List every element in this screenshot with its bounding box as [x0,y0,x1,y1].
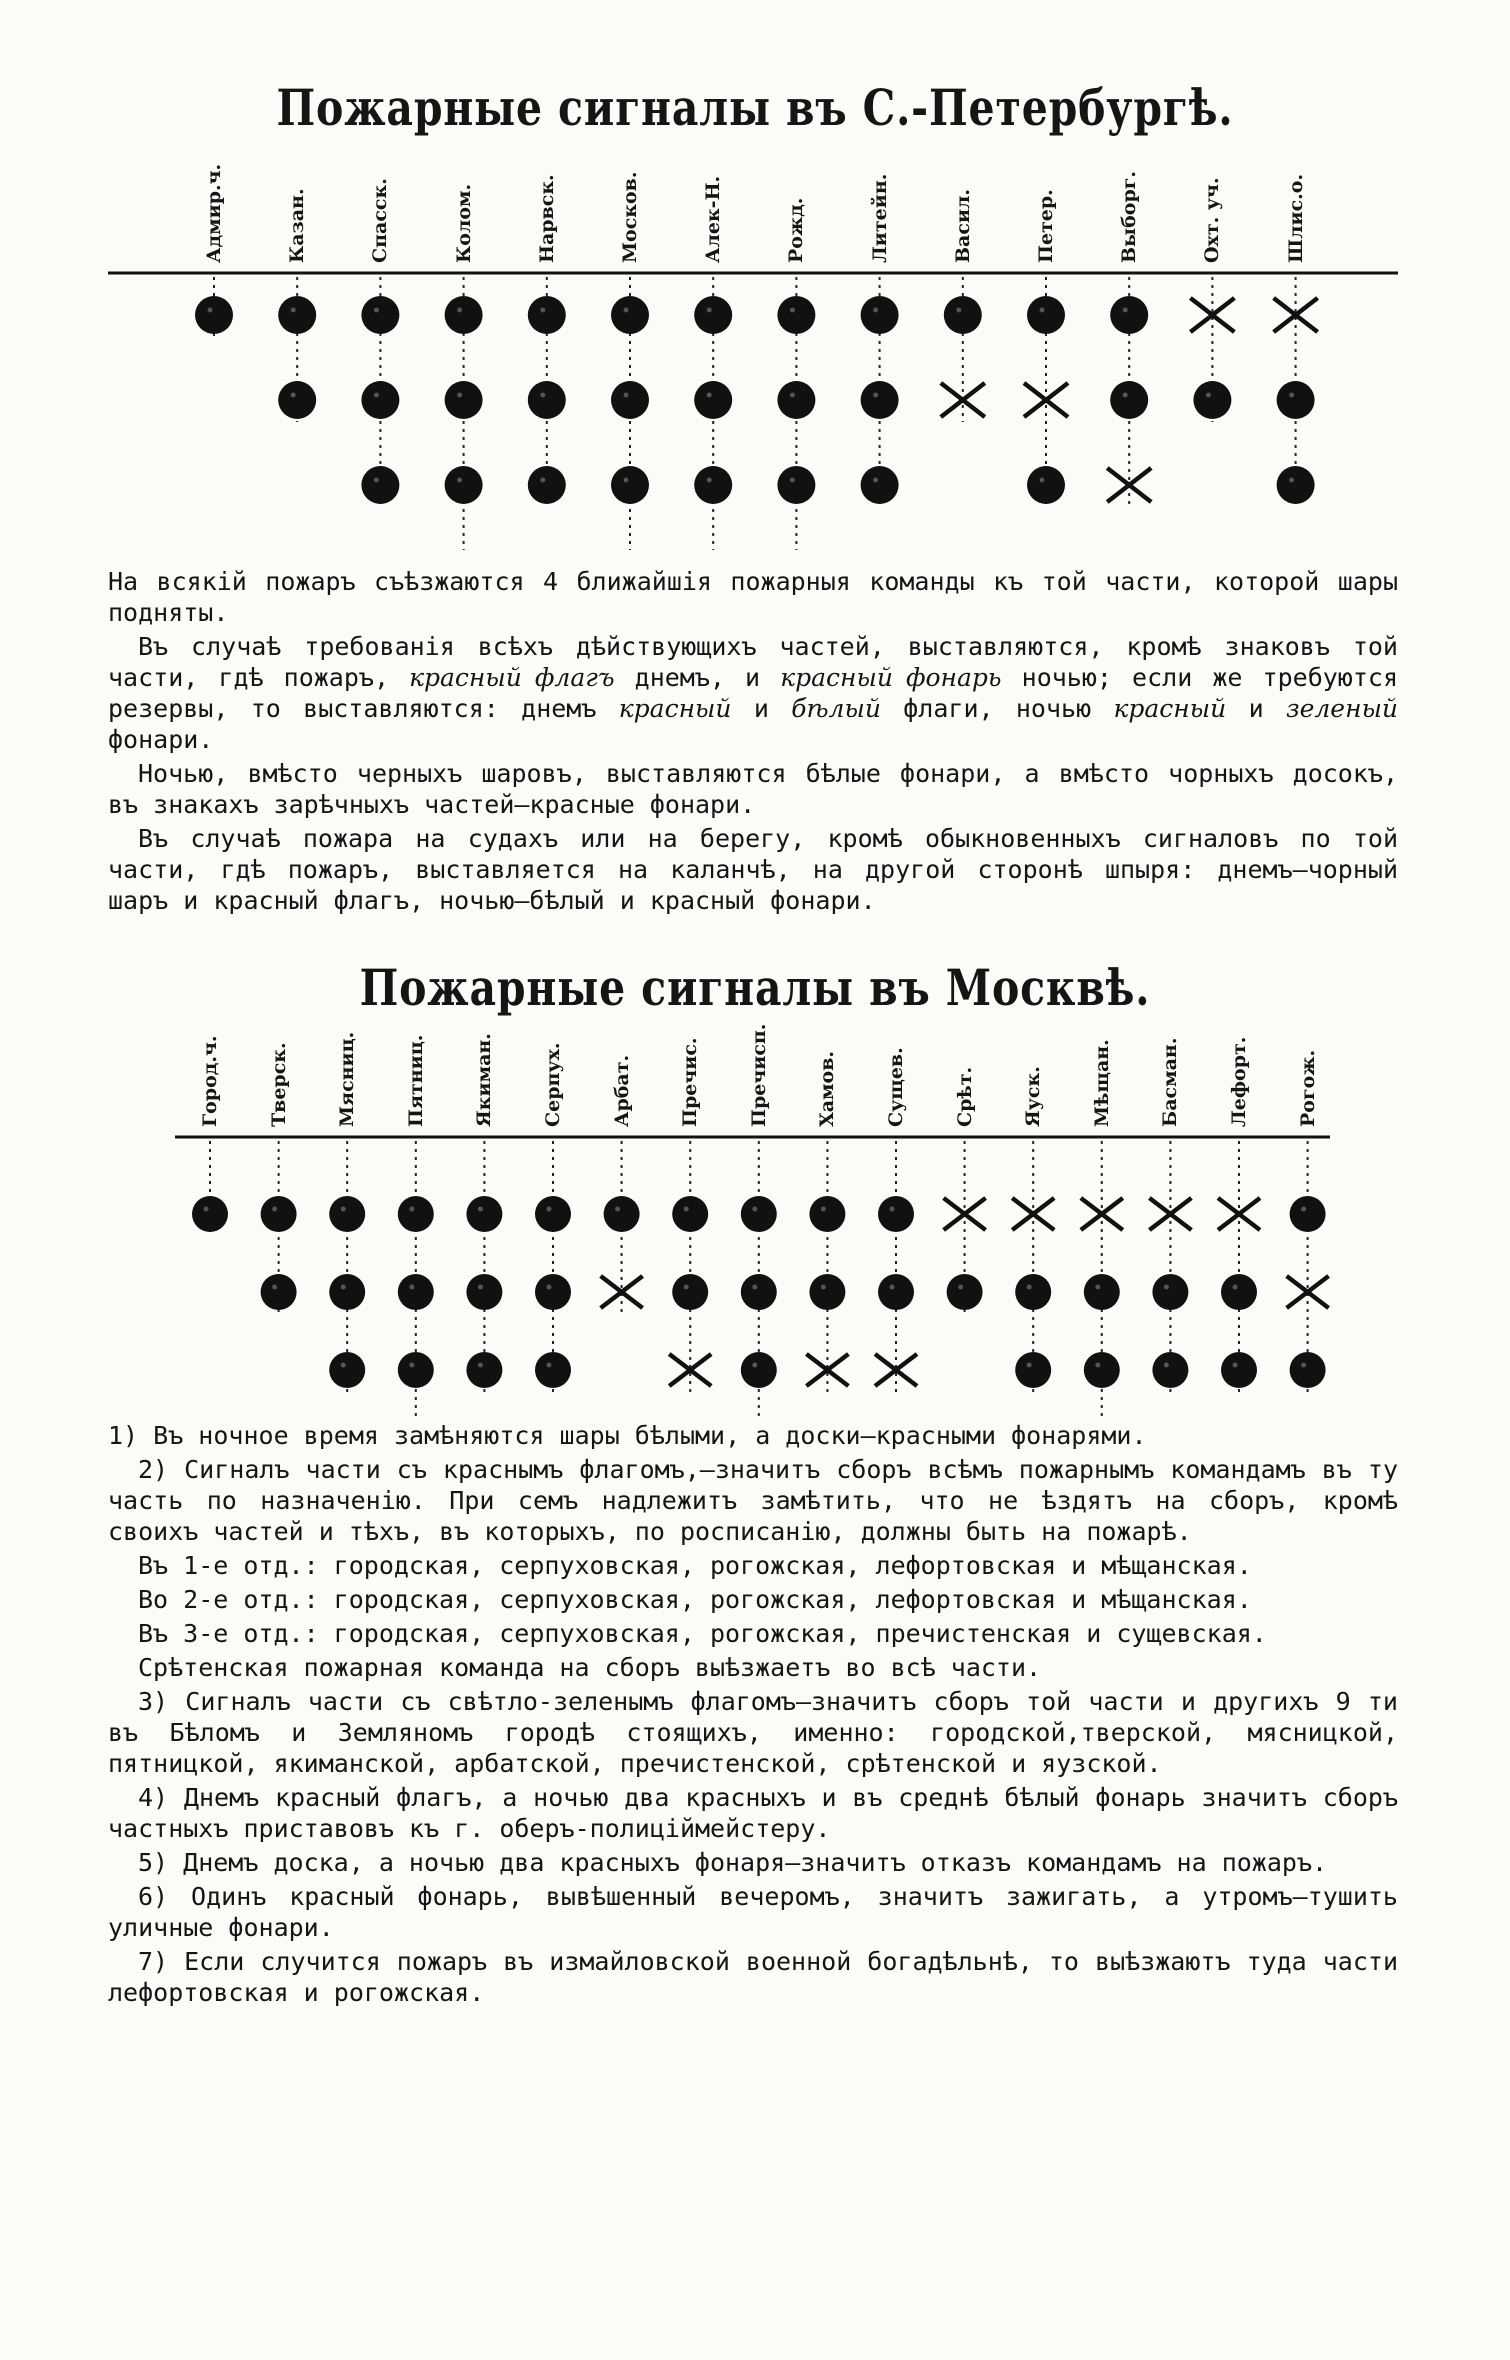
spb-signal-ball [361,296,399,334]
spb-signal-board [1024,383,1068,417]
msk-ball-highlight [478,1285,483,1290]
msk-signal-ball [1084,1352,1120,1388]
spb-signal-ball [777,466,815,504]
spb-text-run: и [1226,694,1286,723]
msk-ball-highlight [478,1363,483,1368]
msk-ball-highlight [1301,1207,1306,1212]
spb-column-label: Васил. [951,188,974,263]
msk-signal-ball [261,1196,297,1232]
msk-column-label: Пречисп. [747,1023,770,1127]
spb-column-label: Спасск. [369,178,392,263]
spb-ball-highlight [1289,393,1294,398]
msk-signal-ball [466,1274,502,1310]
spb-signal-board [1107,468,1151,502]
spb-column-label: Казан. [286,188,309,263]
msk-column-label: Лефорт. [1228,1036,1250,1127]
msk-signal-diagram [0,1023,1510,1420]
msk-ball-highlight [821,1285,826,1290]
msk-ball-highlight [204,1207,209,1212]
msk-paragraph [108,1454,1398,1547]
msk-ball-highlight [958,1285,963,1290]
spb-ball-highlight [873,393,878,398]
msk-signal-ball [1015,1352,1051,1388]
spb-signal-ball [694,296,732,334]
spb-ball-highlight [873,478,878,483]
msk-column-label: Якиман. [473,1033,496,1127]
msk-signal-ball [1015,1274,1051,1310]
spb-ball-highlight [1040,478,1045,483]
msk-signal-ball [809,1196,845,1232]
msk-ball-highlight [1233,1363,1238,1368]
msk-column-label: Сущев. [885,1047,907,1127]
spb-signal-ball [528,466,566,504]
spb-board-center [1126,482,1132,488]
spb-signal-ball [611,381,649,419]
msk-column-label: Тверск. [267,1042,290,1127]
msk-ball-highlight [409,1363,414,1368]
msk-ball-highlight [615,1207,620,1212]
spb-column-label: Москов. [619,171,641,263]
msk-signal-board [1218,1198,1260,1230]
spb-signal-ball [861,466,899,504]
spb-ball-highlight [457,393,462,398]
spb-signal-ball [361,381,399,419]
spb-notes [108,566,1398,919]
msk-signal-ball [947,1274,983,1310]
spb-text-run: бѣлый [791,694,881,723]
msk-signal-ball [604,1196,640,1232]
msk-ball-highlight [409,1285,414,1290]
spb-paragraph [108,758,1398,820]
spb-signal-diagram [0,150,1510,550]
spb-ball-highlight [790,308,795,313]
spb-ball-highlight [790,393,795,398]
msk-column-label: Хамов. [816,1050,839,1127]
msk-ball-highlight [1027,1285,1032,1290]
msk-board-center [824,1367,830,1373]
spb-text-run: На всякій пожаръ съѣзжаются 4 ближайшія пожарныя команды къ той части, которой шары подняты. [108,567,1398,627]
spb-diagram-svg [0,150,1510,550]
msk-signal-ball [809,1274,845,1310]
msk-signal-board [944,1198,986,1230]
spb-text-run: зеленый [1285,694,1399,723]
msk-ball-highlight [752,1207,757,1212]
msk-text-run: 4) Днемъ красный флагъ, а ночью два красныхъ и въ среднѣ бѣлый фонарь значитъ сборъ частныхъ приставовъ къ г. оберъ-полиціймейстеру. [108,1783,1398,1843]
msk-signal-ball [535,1352,571,1388]
msk-signal-ball [1290,1196,1326,1232]
msk-signal-ball [1290,1352,1326,1388]
msk-ball-highlight [341,1285,346,1290]
spb-board-center [960,397,966,403]
msk-signal-ball [329,1274,365,1310]
spb-ball-highlight [624,308,629,313]
msk-ball-highlight [547,1207,552,1212]
msk-board-center [1236,1211,1242,1217]
msk-board-center [1305,1289,1311,1295]
msk-text-run: Во 2-е отд.: городская, серпуховская, рогожская, лефортовская и мѣщанская. [138,1585,1252,1614]
spb-text-run: флаги, ночью [880,694,1114,723]
spb-signal-ball [777,296,815,334]
msk-ball-highlight [1164,1285,1169,1290]
msk-signal-ball [1152,1274,1188,1310]
msk-ball-highlight [1233,1285,1238,1290]
msk-column-label: Басман. [1159,1037,1182,1127]
msk-signal-ball [329,1352,365,1388]
spb-signal-ball [1027,466,1065,504]
msk-board-center [893,1367,899,1373]
spb-ball-highlight [457,478,462,483]
msk-signal-ball [878,1196,914,1232]
msk-signal-ball [261,1274,297,1310]
msk-ball-highlight [272,1285,277,1290]
msk-signal-board [1012,1198,1054,1230]
msk-text-run: Въ 3-е отд.: городская, серпуховская, рогожская, пречистенская и сущевская. [138,1619,1267,1648]
msk-signal-ball [535,1196,571,1232]
msk-signal-ball [1084,1274,1120,1310]
msk-board-center [962,1211,968,1217]
msk-signal-ball [398,1196,434,1232]
msk-board-center [1099,1211,1105,1217]
msk-signal-ball [741,1352,777,1388]
msk-signal-ball [1221,1352,1257,1388]
msk-signal-ball [1152,1352,1188,1388]
msk-ball-highlight [1164,1363,1169,1368]
msk-signal-board [1081,1198,1123,1230]
spb-signal-ball [694,466,732,504]
spb-signal-ball [611,296,649,334]
msk-column-label: Пятниц. [404,1034,427,1127]
spb-signal-ball [445,466,483,504]
spb-signal-ball [528,296,566,334]
spb-signal-ball [1277,466,1315,504]
spb-ball-highlight [873,308,878,313]
msk-ball-highlight [547,1285,552,1290]
msk-signal-ball [1221,1274,1257,1310]
spb-board-center [1209,312,1215,318]
msk-ball-highlight [752,1285,757,1290]
spb-signal-ball [195,296,233,334]
spb-column-label: Петер. [1035,189,1057,263]
spb-text-run: Ночью, вмѣсто черныхъ шаровъ, выставляются бѣлые фонари, а вмѣсто чорныхъ досокъ, въ знакахъ зарѣчныхъ частей—красные фонари. [108,759,1398,819]
spb-column-label: Нарвск. [535,174,558,263]
spb-ball-highlight [540,393,545,398]
msk-ball-highlight [752,1363,757,1368]
spb-ball-highlight [956,308,961,313]
msk-column-label: Рогож. [1296,1049,1319,1127]
msk-text-run: 1) Въ ночное время замѣняются шары бѣлыми, а доски—красными фонарями. [108,1421,1147,1450]
msk-text-run: Срѣтенская пожарная команда на сборъ выѣзжаетъ во всѣ части. [138,1653,1042,1682]
msk-paragraph [108,1618,1398,1649]
spb-column-label: Колом. [452,183,475,263]
spb-ball-highlight [624,478,629,483]
spb-signal-board [941,383,985,417]
msk-signal-ball [878,1274,914,1310]
spb-signal-ball [528,381,566,419]
msk-paragraph [108,1686,1398,1779]
msk-ball-highlight [341,1207,346,1212]
spb-ball-highlight [540,308,545,313]
msk-column-label: Мясниц. [336,1031,359,1127]
spb-signal-ball [1110,381,1148,419]
spb-text-run: и [731,694,792,723]
spb-board-center [1293,312,1299,318]
spb-title: Пожарные сигналы въ С.-Петербургѣ. [276,78,1234,137]
msk-ball-highlight [1095,1285,1100,1290]
msk-board-center [687,1367,693,1373]
spb-text-run: красный [1113,694,1227,723]
msk-ball-highlight [890,1285,895,1290]
spb-ball-highlight [1206,393,1211,398]
spb-signal-ball [1277,381,1315,419]
msk-signal-ball [398,1352,434,1388]
spb-signal-ball [1110,296,1148,334]
spb-ball-highlight [1040,308,1045,313]
msk-signal-ball [741,1274,777,1310]
msk-board-center [1030,1211,1036,1217]
spb-ball-highlight [291,393,296,398]
spb-text-run: Въ случаѣ пожара на судахъ или на берегу, кромѣ обыкновенныхъ сигналовъ по той части, гдѣ пожаръ, выставляется на каланчѣ, на другой сторонѣ шпыря: днемъ—чорный шаръ и красный флагъ, ночью—бѣлый и красный фонари. [108,824,1398,915]
spb-signal-ball [361,466,399,504]
msk-signal-ball [466,1352,502,1388]
spb-paragraph [108,823,1398,916]
spb-ball-highlight [291,308,296,313]
msk-ball-highlight [1095,1363,1100,1368]
spb-ball-highlight [707,478,712,483]
spb-ball-highlight [790,478,795,483]
spb-text-run: красный [618,694,732,723]
msk-ball-highlight [684,1285,689,1290]
spb-signal-ball [611,466,649,504]
spb-signal-ball [278,381,316,419]
msk-column-label: Арбат. [610,1054,633,1127]
spb-ball-highlight [374,478,379,483]
msk-signal-ball [741,1196,777,1232]
spb-text-run: Въ случаѣ требованія всѣхъ дѣйствующихъ частей, выставляются, кромѣ знаковъ той части, гдѣ пожаръ, [108,632,1398,692]
spb-signal-ball [777,381,815,419]
spb-column-label: Рожд. [785,197,808,263]
msk-ball-highlight [272,1207,277,1212]
spb-text-run: фонари. [108,725,214,754]
msk-ball-highlight [341,1363,346,1368]
msk-ball-highlight [1301,1363,1306,1368]
spb-ball-highlight [624,393,629,398]
msk-column-label: Серпух. [542,1042,564,1127]
spb-signal-ball [861,296,899,334]
msk-paragraph [108,1550,1398,1581]
spb-column-label: Литейн. [868,173,891,263]
msk-column-label: Мѣщан. [1090,1039,1113,1127]
msk-ball-highlight [821,1207,826,1212]
spb-text-run: ночью; если же требуются резервы, то выставляются: днемъ [108,663,1399,723]
spb-signal-ball [1193,381,1231,419]
msk-column-label: Пречис. [679,1037,702,1127]
msk-column-label: Срѣт. [953,1066,976,1127]
spb-ball-highlight [707,308,712,313]
msk-text-run: Въ 1-е отд.: городская, серпуховская, рогожская, лефортовская и мѣщанская. [138,1551,1252,1580]
msk-signal-board [1149,1198,1191,1230]
spb-ball-highlight [374,308,379,313]
msk-signal-ball [535,1274,571,1310]
msk-signal-ball [672,1196,708,1232]
spb-ball-highlight [1289,478,1294,483]
spb-column-label: Выборг. [1118,171,1141,263]
msk-text-run: 3) Сигналъ части съ свѣтло-зеленымъ флагомъ—значитъ сборъ той части и другихъ 9 ти въ Бѣломъ и Земляномъ городѣ стоящихъ, именно: городской,тверской, мясницкой, пятницкой, якиманской, арбатской, пречистенской, срѣтенской и яузской. [108,1687,1398,1778]
msk-paragraph [108,1782,1398,1844]
msk-text-run: 7) Если случится пожаръ въ измайловской военной богадѣльнѣ, то выѣзжаютъ туда части лефортовская и рогожская. [108,1947,1398,2007]
spb-column-label: Шлис.о. [1284,173,1307,263]
msk-ball-highlight [684,1207,689,1212]
msk-ball-highlight [409,1207,414,1212]
spb-paragraph [108,631,1398,755]
spb-paragraph [108,566,1398,628]
msk-signal-ball [398,1274,434,1310]
spb-ball-highlight [707,393,712,398]
msk-signal-ball [329,1196,365,1232]
msk-text-run: 5) Днемъ доска, а ночью два красныхъ фонаря—значитъ отказъ командамъ на пожаръ. [138,1848,1328,1877]
msk-notes [108,1420,1398,2011]
spb-column-label: Охт. уч. [1201,177,1224,263]
msk-ball-highlight [1027,1363,1032,1368]
msk-column-label: Город.ч. [199,1035,221,1127]
spb-column-label: Адмир.ч. [203,163,225,263]
msk-paragraph [108,1420,1398,1451]
spb-column-label: Алек-Н. [702,175,725,263]
spb-ball-highlight [1123,308,1128,313]
spb-text-run: красный фонарь [780,663,1002,692]
spb-ball-highlight [208,308,213,313]
spb-signal-ball [944,296,982,334]
msk-paragraph [108,1881,1398,1943]
msk-paragraph [108,1847,1398,1878]
msk-paragraph [108,1946,1398,2008]
spb-text-run: красный флагъ [409,663,615,692]
msk-title: Пожарные сигналы въ Москвѣ. [359,958,1151,1017]
msk-board-center [1167,1211,1173,1217]
msk-ball-highlight [890,1207,895,1212]
spb-signal-ball [445,381,483,419]
msk-signal-ball [672,1274,708,1310]
spb-signal-ball [445,296,483,334]
msk-ball-highlight [478,1207,483,1212]
spb-ball-highlight [457,308,462,313]
msk-paragraph [108,1652,1398,1683]
msk-column-label: Яуск. [1022,1066,1045,1127]
spb-text-run: днемъ, и [614,663,781,692]
spb-signal-ball [861,381,899,419]
msk-text-run: 2) Сигналъ части съ краснымъ флагомъ,—значитъ сборъ всѣмъ пожарнымъ командамъ въ ту часть по назначенію. При семъ надлежитъ замѣтить, что не ѣздятъ на сборъ, кромѣ своихъ частей и тѣхъ, въ которыхъ, по росписанію, должны быть на пожарѣ. [108,1455,1398,1546]
spb-signal-ball [1027,296,1065,334]
msk-signal-ball [192,1196,228,1232]
spb-ball-highlight [540,478,545,483]
spb-ball-highlight [1123,393,1128,398]
msk-signal-ball [466,1196,502,1232]
msk-ball-highlight [547,1363,552,1368]
msk-paragraph [108,1584,1398,1615]
spb-ball-highlight [374,393,379,398]
msk-text-run: 6) Одинъ красный фонарь, вывѣшенный вечеромъ, значитъ зажигать, а утромъ—тушить уличные фонари. [108,1882,1398,1942]
spb-signal-ball [278,296,316,334]
spb-board-center [1043,397,1049,403]
spb-signal-ball [694,381,732,419]
msk-board-center [619,1289,625,1295]
